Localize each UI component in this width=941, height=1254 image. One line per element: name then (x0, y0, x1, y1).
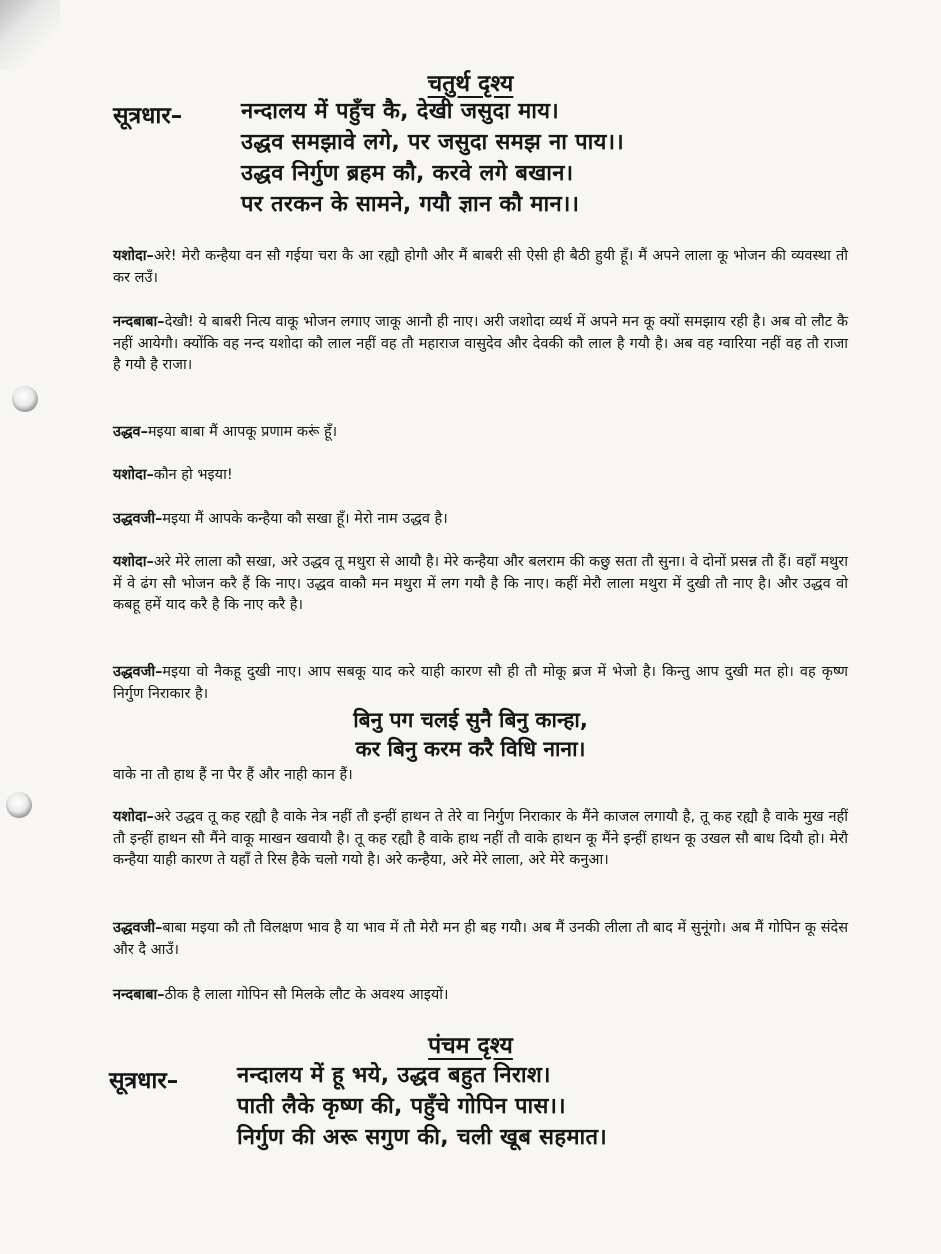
scene5-title (0, 1028, 941, 1060)
dialogue-paragraph (113, 918, 848, 961)
verse-line: निर्गुण की अरू सगुण की, चली खूब सहमात। (237, 1125, 607, 1150)
dialogue-text: मइया मैं आपके कन्हैया कौ सखा हूँ। मेरो नाम उद्धव है। (162, 511, 448, 527)
speaker-name: यशोदा– (113, 554, 154, 570)
speaker-name: यशोदा– (113, 248, 154, 264)
scene5-verses (237, 1060, 607, 1153)
dialogue-text: अरे मेरे लाला कौ सखा, अरे उद्धव तू मथुरा से आयौ है। मेरे कन्हैया और बलराम की कछु सता तौ सुना। वे दोनों प्रसन्न तौ हैं। वहाँ मथुरा में वे ढंग सौ भोजन करै हैं कि नाए। उद्धव वाकौ मन मथुरा में लग गयौ है कि नाए। कहीं मेरौ लाला मथुरा में दुखी तौ नाए है। और उद्धव वो कबहू हमें याद करै है कि नाए करै है। (113, 554, 848, 613)
after-quote-line: वाके ना तौ हाथ हैं ना पैर हैं और नाही कान हैं। (113, 767, 353, 783)
speaker-name: नन्दबाबा– (113, 987, 165, 1003)
speaker-name: उद्धवजी– (113, 664, 163, 680)
dialogue-text: अरे! मेरौ कन्हैया वन सौ गईया चरा कै आ रह्यौ होगौ और मैं बाबरी सी ऐसी ही बैठी हुयी हूँ। मैं अपने लाला कू भोजन की व्यवस्था तौ कर लउँ। (113, 248, 848, 286)
dialogue-text: देखौ! ये बाबरी नित्य वाकू भोजन लगाए जाकू आनौ ही नाए। अरी जशोदा व्यर्थ में अपने मन कू क्यों समझाय रही है। अब वो लौट कै नहीं आयेगौ। क्योंकि वह नन्द यशोदा कौ लाल नहीं वह तौ महाराज वासुदेव और देवकी कौ लाल है गयौ है। अब वह ग्वारिया नहीं वह तौ राजा है गयौ है राजा। (113, 314, 848, 373)
scene4-title (0, 66, 941, 98)
dialogue-text: बाबा मइया कौ तौ विलक्षण भाव है या भाव में तौ मेरौ मन ही बह गयौ। अब मैं उनकी लीला तौ बाद में सुनूंगो। अब मैं गोपिन कू संदेस और दै आउँ। (113, 920, 848, 958)
verse-line: पाती लैके कृष्ण की, पहुँचे गोपिन पास।। (237, 1094, 566, 1119)
speaker-name: यशोदा– (113, 809, 154, 825)
verse-line: नन्दालय में पहुँच कै, देखी जसुदा माय। (241, 99, 559, 124)
verse-line: उद्धव निर्गुण ब्रहम कौ, करवे लगे बखान। (241, 161, 574, 186)
speaker-name: यशोदा– (113, 467, 154, 483)
verse-line: नन्दालय में हू भये, उद्धव बहुत निराश। (237, 1063, 551, 1088)
punch-hole-top (12, 386, 38, 412)
speaker-name: नन्दबाबा– (113, 314, 165, 330)
dialogue-paragraph (113, 246, 848, 289)
dialogue-text: अरे उद्धव तू कह रह्यौ है वाके नेत्र नहीं तौ इन्हीं हाथन ते तेरे वा निर्गुण निराकार के मैंने काजल लगायौ है, तू कह रह्यौ है वाके मुख नहीं तौ इन्हीं हाथन सौ मैंने वाकू माखन खवायौ है। तू कह रह्यौ है वाके हाथ नहीं तौ वाके हाथन कू मैंने इन्हीं हाथन कू उखल सौ बाध दियौ हो। मेरौ कन्हैया याही कारण ते यहाँ ते रिस हैके चलो गयो है। अरे कन्हैया, अरे मेरे लाला, अरे मेरे कनुआ। (113, 809, 848, 868)
scene5-title-text: पंचम दृश्य (428, 1033, 513, 1059)
dialogue-paragraph (113, 552, 848, 617)
dialogue-text: मइया वो नैकहू दुखी नाए। आप सबकू याद करे याही कारण सौ ही तौ मोकू ब्रज में भेजो है। किन्तु आप दुखी मत हो। वह कृष्ण निर्गुण निराकार है। (113, 664, 848, 702)
punch-hole-bottom (6, 792, 32, 818)
dialogue-paragraph (113, 509, 848, 531)
quoted-couplet (0, 706, 941, 764)
speaker-name: उद्धवजी– (113, 920, 163, 936)
speaker-name: उद्धव– (113, 424, 148, 440)
quote-line: बिनु पग चलई सुनै बिनु कान्हा, (353, 708, 588, 732)
verse-line: उद्धव समझावे लगे, पर जसुदा समझ ना पाय।। (241, 130, 624, 155)
dialogue-text: कौन हो भइया! (153, 467, 233, 483)
page-corner-shadow (0, 0, 60, 70)
dialogue-paragraph (113, 312, 848, 377)
verse-line: पर तरकन के सामने, गयौ ज्ञान कौ मान।। (241, 192, 580, 217)
dialogue-paragraph (113, 985, 848, 1007)
scene4-verses (241, 96, 624, 220)
scene4-title-text: चतुर्थ दृश्य (427, 71, 514, 97)
scene5-narrator-label: सूत्रधार– (109, 1068, 179, 1094)
dialogue-paragraph (113, 465, 848, 487)
speaker-name: उद्धवजी– (113, 511, 163, 527)
dialogue-paragraph (113, 422, 848, 444)
dialogue-text: ठीक है लाला गोपिन सौ मिलके लौट के अवश्य आइयों। (164, 987, 449, 1003)
dialogue-paragraph (113, 807, 848, 872)
dialogue-paragraph (113, 662, 848, 705)
scene4-narrator-label: सूत्रधार– (113, 103, 183, 129)
dialogue-text: मइया बाबा मैं आपकू प्रणाम करूं हूँ। (147, 424, 338, 440)
quote-line: कर बिनु करम करै विधि नाना। (355, 737, 586, 761)
